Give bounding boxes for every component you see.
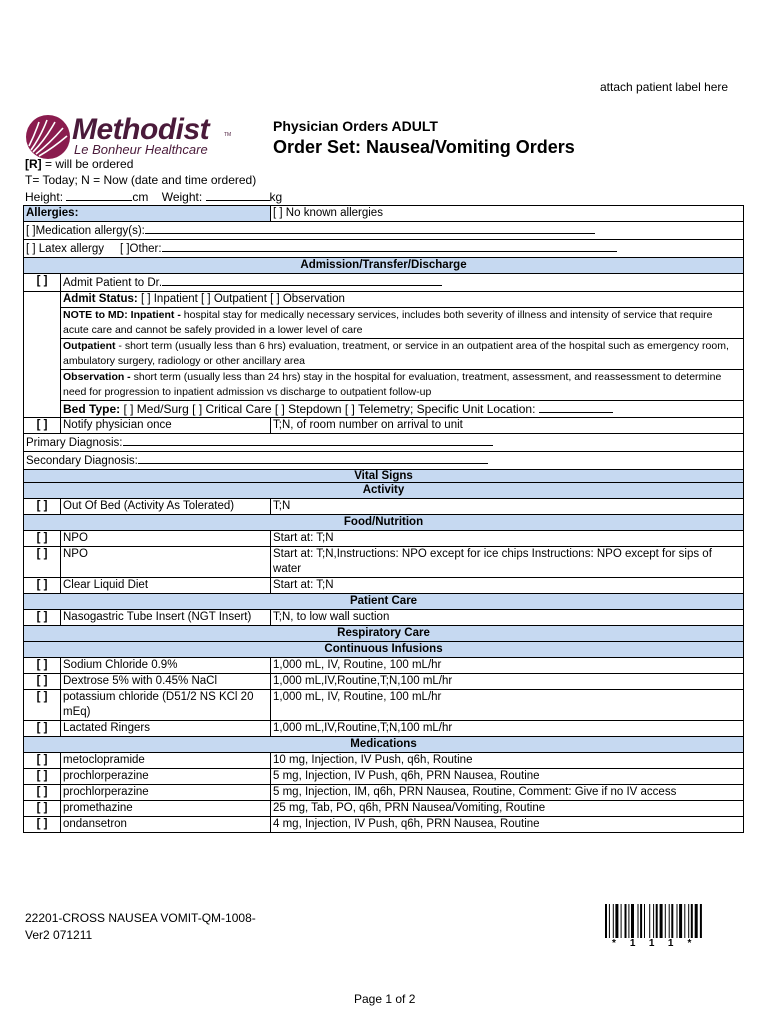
order-row	[24, 499, 744, 515]
order-detail: 4 mg, Injection, IV Push, q6h, PRN Nausea, Routine	[271, 817, 744, 833]
order-row	[24, 658, 744, 674]
order-row	[24, 817, 744, 833]
section-food-nutrition: Food/Nutrition	[24, 515, 744, 531]
section-continuous-infusions: Continuous Infusions	[24, 642, 744, 658]
order-detail: 5 mg, Injection, IM, q6h, PRN Nausea, Routine, Comment: Give if no IV access	[271, 785, 744, 801]
order-name: metoclopramide	[61, 753, 271, 769]
order-detail: T;N	[271, 499, 744, 515]
order-detail: 25 mg, Tab, PO, q6h, PRN Nausea/Vomiting, Routine	[271, 801, 744, 817]
section-respiratory-care: Respiratory Care	[24, 626, 744, 642]
weight-field[interactable]	[206, 189, 270, 201]
order-detail: 1,000 mL, IV, Routine, 100 mL/hr	[271, 658, 744, 674]
order-checkbox[interactable]: [ ]	[24, 769, 61, 785]
section-medications: Medications	[24, 737, 744, 753]
admit-patient-field[interactable]: Admit Patient to Dr.	[61, 274, 744, 292]
order-row	[24, 547, 744, 578]
order-row	[24, 721, 744, 737]
medication-allergy-row	[24, 222, 744, 240]
order-checkbox[interactable]: [ ]	[24, 547, 61, 578]
order-name: potassium chloride (D51/2 NS KCl 20 mEq)	[61, 690, 271, 721]
order-checkbox[interactable]: [ ]	[24, 674, 61, 690]
order-row	[24, 274, 744, 292]
bed-type[interactable]: Bed Type: [ ] Med/Surg [ ] Critical Care [ ] Stepdown [ ] Telemetry; Specific Unit Location:	[61, 401, 744, 418]
order-name: ondansetron	[61, 817, 271, 833]
order-checkbox[interactable]: [ ]	[24, 753, 61, 769]
order-name: NPO	[61, 547, 271, 578]
orders-table	[23, 205, 744, 833]
form-title-large: Order Set: Nausea/Vomiting Orders	[273, 137, 575, 157]
no-known-allergies-checkbox[interactable]: [ ] No known allergies	[271, 206, 744, 222]
order-name: NPO	[61, 531, 271, 547]
order-name: Clear Liquid Diet	[61, 578, 271, 594]
latex-other-allergy-field[interactable]: [ ] Latex allergy [ ]Other:	[24, 240, 744, 258]
order-checkbox[interactable]: [ ]	[24, 690, 61, 721]
allergies-label: Allergies:	[24, 206, 271, 222]
barcode-text: *111*	[612, 938, 706, 949]
order-detail: Start at: T;N,Instructions: NPO except for ice chips Instructions: NPO except for sips of water	[271, 547, 744, 578]
order-detail: 10 mg, Injection, IV Push, q6h, Routine	[271, 753, 744, 769]
order-checkbox[interactable]: [ ]	[24, 785, 61, 801]
order-detail: 1,000 mL,IV,Routine,T;N,100 mL/hr	[271, 721, 744, 737]
order-checkbox[interactable]: [ ]	[24, 610, 61, 626]
logo-wordmark: Methodist	[72, 113, 210, 146]
order-row	[24, 418, 744, 434]
order-name: Lactated Ringers	[61, 721, 271, 737]
barcode-icon	[605, 904, 735, 938]
order-name: Sodium Chloride 0.9%	[61, 658, 271, 674]
latex-allergy-row	[24, 240, 744, 258]
order-checkbox[interactable]: [ ]	[24, 801, 61, 817]
order-detail: 5 mg, Injection, IV Push, q6h, PRN Nausea, Routine	[271, 769, 744, 785]
form-number: 22201-CROSS NAUSEA VOMIT-QM-1008- Ver2 071211	[25, 911, 256, 942]
attach-label: attach patient label here	[600, 80, 729, 94]
order-row	[24, 674, 744, 690]
methodist-logo-icon	[25, 114, 71, 160]
order-name: Dextrose 5% with 0.45% NaCl	[61, 674, 271, 690]
form-title-small: Physician Orders ADULT	[273, 118, 438, 134]
order-row	[24, 769, 744, 785]
allergies-row	[24, 206, 744, 222]
logo-subtitle: Le Bonheur Healthcare	[74, 142, 208, 157]
order-checkbox[interactable]: [ ]	[24, 531, 61, 547]
order-detail: T;N, to low wall suction	[271, 610, 744, 626]
order-name: Nasogastric Tube Insert (NGT Insert)	[61, 610, 271, 626]
order-row	[24, 753, 744, 769]
note-observation: Observation - short term (usually less than 24 hrs) stay in the hospital for evaluation, treatment, assessment, and reassessment to determine need for progression to inpatient admission vs discharge to outpatient follow-up	[61, 370, 744, 401]
height-field[interactable]	[66, 189, 132, 201]
note-inpatient: NOTE to MD: Inpatient - hospital stay for medically necessary services, includes both severity of illness and intensity of service that require acute care and cannot be safely provided in a lower level of care	[61, 308, 744, 339]
section-patient-care: Patient Care	[24, 594, 744, 610]
page-number: Page 1 of 2	[354, 992, 416, 1006]
order-checkbox[interactable]: [ ]	[24, 499, 61, 515]
order-row	[24, 785, 744, 801]
order-name: prochlorperazine	[61, 785, 271, 801]
order-detail: Start at: T;N	[271, 531, 744, 547]
order-name: promethazine	[61, 801, 271, 817]
order-detail: 1,000 mL,IV,Routine,T;N,100 mL/hr	[271, 674, 744, 690]
medication-allergy-field[interactable]: [ ]Medication allergy(s):	[24, 222, 744, 240]
order-row	[24, 801, 744, 817]
note-outpatient: Outpatient - short term (usually less than 6 hrs) evaluation, treatment, or service in an outpatient area of the hospital such as emergency room, ambulatory surgery, radiology or other ancillary area	[61, 339, 744, 370]
section-activity: Activity	[24, 483, 744, 499]
order-checkbox[interactable]: [ ]	[24, 658, 61, 674]
secondary-diagnosis-field[interactable]: Secondary Diagnosis:	[24, 452, 744, 470]
order-detail: Start at: T;N	[271, 578, 744, 594]
order-checkbox[interactable]: [ ]	[24, 418, 61, 434]
section-admission: Admission/Transfer/Discharge	[24, 258, 744, 274]
order-row	[24, 610, 744, 626]
order-row	[24, 578, 744, 594]
order-name: Out Of Bed (Activity As Tolerated)	[61, 499, 271, 515]
section-vital-signs: Vital Signs	[24, 470, 744, 483]
order-name: Notify physician once	[61, 418, 271, 434]
height-weight-line: Height: cm Weight: kg	[25, 190, 283, 204]
logo-trademark: TM	[224, 132, 232, 138]
order-row	[24, 531, 744, 547]
order-detail: T;N, of room number on arrival to unit	[271, 418, 744, 434]
order-checkbox[interactable]: [ ]	[24, 274, 61, 292]
legend-ordered: [R] = will be ordered	[25, 157, 134, 171]
order-detail: 1,000 mL, IV, Routine, 100 mL/hr	[271, 690, 744, 721]
legend-time: T= Today; N = Now (date and time ordered)	[25, 173, 257, 187]
order-checkbox[interactable]: [ ]	[24, 721, 61, 737]
admit-status[interactable]: Admit Status: [ ] Inpatient [ ] Outpatient [ ] Observation	[61, 292, 744, 308]
order-row	[24, 690, 744, 721]
order-name: prochlorperazine	[61, 769, 271, 785]
primary-diagnosis-field[interactable]: Primary Diagnosis:	[24, 434, 744, 452]
order-checkbox[interactable]: [ ]	[24, 817, 61, 833]
order-checkbox[interactable]: [ ]	[24, 578, 61, 594]
